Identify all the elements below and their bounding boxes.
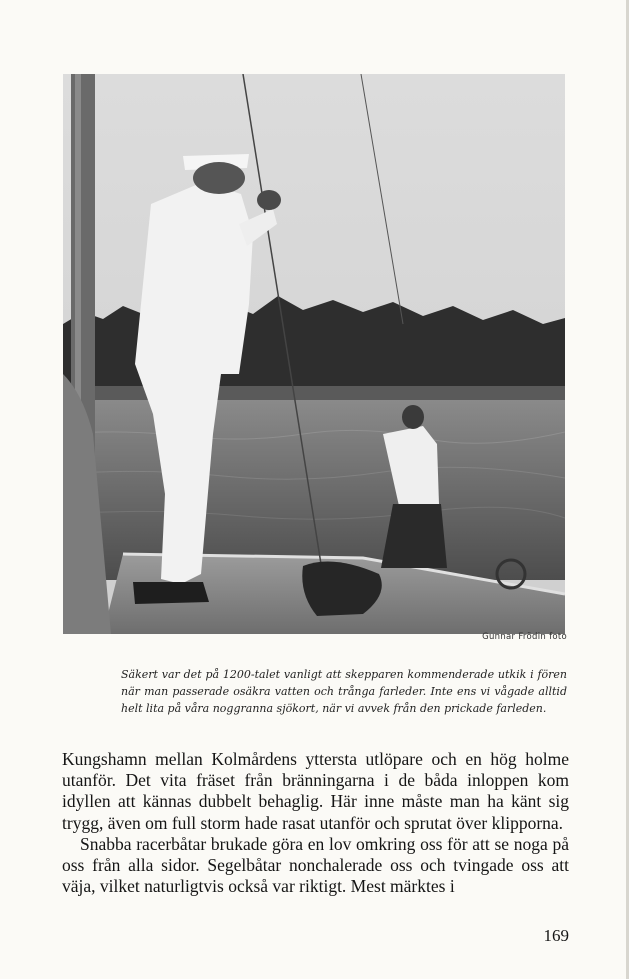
paragraph-2: Snabba racerbåtar brukade göra en lov omkring oss för att se noga på oss från alla sidor. Segelbåtar nonchalerade oss och tvingade oss att väja, vilket naturligtvis också var riktigt. Mest märktes i	[62, 833, 569, 897]
photo-caption: Säkert var det på 1200-talet vanligt att skepparen kommenderade utkik i fören när man passerade osäkra vatten och trånga farleder. Inte ens vi vågade alltid helt lita på våra noggranna sjökort, när vi avvek från den prickade farleden.	[121, 668, 567, 715]
page-number: 169	[543, 926, 569, 945]
photograph	[63, 74, 565, 634]
shoreline	[63, 386, 565, 400]
paragraph-1: Kungshamn mellan Kolmårdens yttersta utlöpare och en hög holme utanför. Det vita fräset från bränningarna i de båda inloppen kom idyllen att kännas dubbelt behaglig. Här inne måste man ha känt sig trygg, även om full storm hade rasat utanför och sprutat över klipporna.	[62, 749, 569, 833]
photo-credit: Gunnar Frödin foto	[482, 632, 567, 642]
second-man-head	[402, 405, 424, 429]
photo-illustration	[63, 74, 565, 634]
shoes	[133, 582, 209, 604]
body-text	[62, 749, 569, 897]
head	[193, 162, 245, 194]
hand	[257, 190, 281, 210]
